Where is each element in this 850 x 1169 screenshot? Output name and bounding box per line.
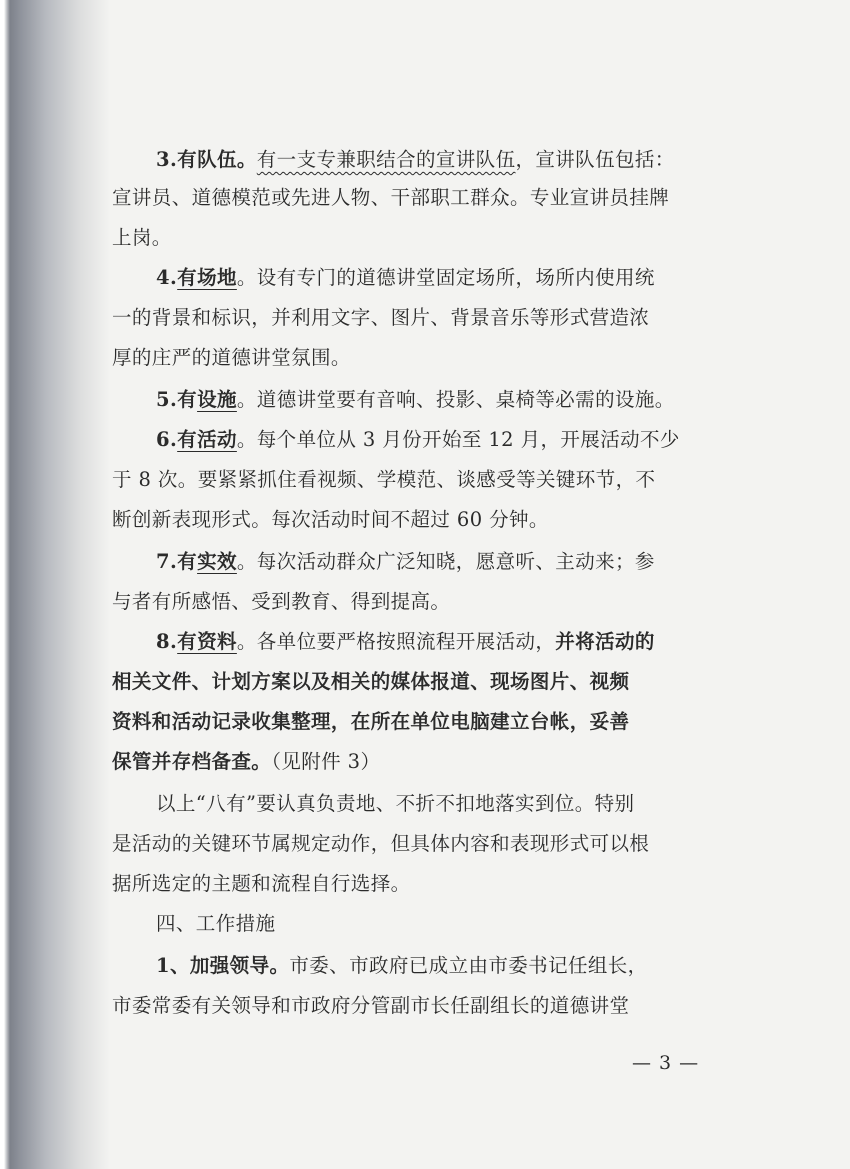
paragraph-4-line-3: 厚的庄严的道德讲堂氛围。 <box>112 346 351 369</box>
page-number: — 3 — <box>632 1052 700 1074</box>
paragraph-text: 。设有专门的道德讲堂固定场所，场所内使用统 <box>236 266 655 289</box>
section-heading: 四、工作措施 <box>156 912 276 935</box>
paragraph-8-line-2: 相关文件、计划方案以及相关的媒体报道、现场图片、视频 <box>112 670 630 693</box>
item-heading: 实效 <box>197 550 237 573</box>
paragraph-text: 市委、市政府已成立由市委书记任组长， <box>289 954 648 977</box>
paragraph-text: 。每个单位从 3 月份开始至 12 月，开展活动不少 <box>236 428 680 451</box>
paragraph-6-line-3: 断创新表现形式。每次活动时间不超过 60 分钟。 <box>112 508 549 531</box>
paragraph-text: ，宣讲队伍包括： <box>515 148 675 171</box>
paragraph-7-line-2: 与者有所感悟、受到教育、得到提高。 <box>112 590 451 613</box>
summary-line-2: 是活动的关键环节属规定动作，但具体内容和表现形式可以根 <box>112 832 650 855</box>
paragraph-8-line-3: 资料和活动记录收集整理，在所在单位电脑建立台帐，妥善 <box>112 710 630 733</box>
item-heading-prefix: 有 <box>177 388 198 411</box>
measure-heading: 1、加强领导。 <box>156 954 290 977</box>
paragraph-text: 。每次活动群众广泛知晓，愿意听、主动来；参 <box>236 550 655 573</box>
paragraph-7-line-1 <box>156 548 655 576</box>
measure-1-line-1 <box>156 952 648 980</box>
binding-edge <box>0 0 10 1169</box>
paragraph-bold-text: 并将活动的 <box>555 630 655 653</box>
item-heading: 有队伍 <box>177 148 237 171</box>
measure-1-line-2: 市委常委有关领导和市政府分管副市长任副组长的道德讲堂 <box>112 994 630 1017</box>
paragraph-4-line-2: 一的背景和标识，并利用文字、图片、背景音乐等形式营造浓 <box>112 306 650 329</box>
item-number: 3. <box>156 148 178 171</box>
paragraph-3-line-2: 宣讲员、道德模范或先进人物、干部职工群众。专业宣讲员挂牌 <box>112 186 670 209</box>
paragraph-6-line-2: 于 8 次。要紧紧抓住看视频、学模范、谈感受等关键环节，不 <box>112 468 656 491</box>
handwritten-wavy-underline: 有一支专兼职结合的宣讲队伍 <box>256 148 516 171</box>
paragraph-6-line-1 <box>156 426 680 454</box>
item-heading: 设施 <box>197 388 237 411</box>
item-heading: 有活动 <box>177 428 237 451</box>
item-heading-prefix: 有 <box>177 550 198 573</box>
paragraph-5-line-1 <box>156 386 675 414</box>
paragraph-bold-text: 保管并存档备查。 <box>112 750 272 773</box>
paragraph-8-line-4 <box>112 748 380 776</box>
paragraph-text: 。道德讲堂要有音响、投影、桌椅等必需的设施。 <box>236 388 675 411</box>
paragraph-3-line-1 <box>156 146 675 174</box>
paragraph-4-line-1 <box>156 264 655 292</box>
paragraph-3-line-3: 上岗。 <box>112 226 172 249</box>
summary-line-3: 据所选定的主题和流程自行选择。 <box>112 872 411 895</box>
item-number: 7. <box>156 550 178 573</box>
heading-separator: 。 <box>236 148 257 171</box>
summary-line-1: 以上“八有”要认真负责地、不折不扣地落实到位。特别 <box>156 792 635 815</box>
item-number: 8. <box>156 630 178 653</box>
item-number: 6. <box>156 428 178 451</box>
paragraph-text: 。各单位要严格按照流程开展活动， <box>236 630 556 653</box>
item-number: 5. <box>156 388 178 411</box>
attachment-reference: （见附件 3） <box>271 750 381 773</box>
item-number: 4. <box>156 266 178 289</box>
item-heading: 有资料 <box>177 630 237 653</box>
item-heading: 有场地 <box>177 266 237 289</box>
binding-shadow <box>0 0 110 1169</box>
paragraph-8-line-1 <box>156 628 655 656</box>
